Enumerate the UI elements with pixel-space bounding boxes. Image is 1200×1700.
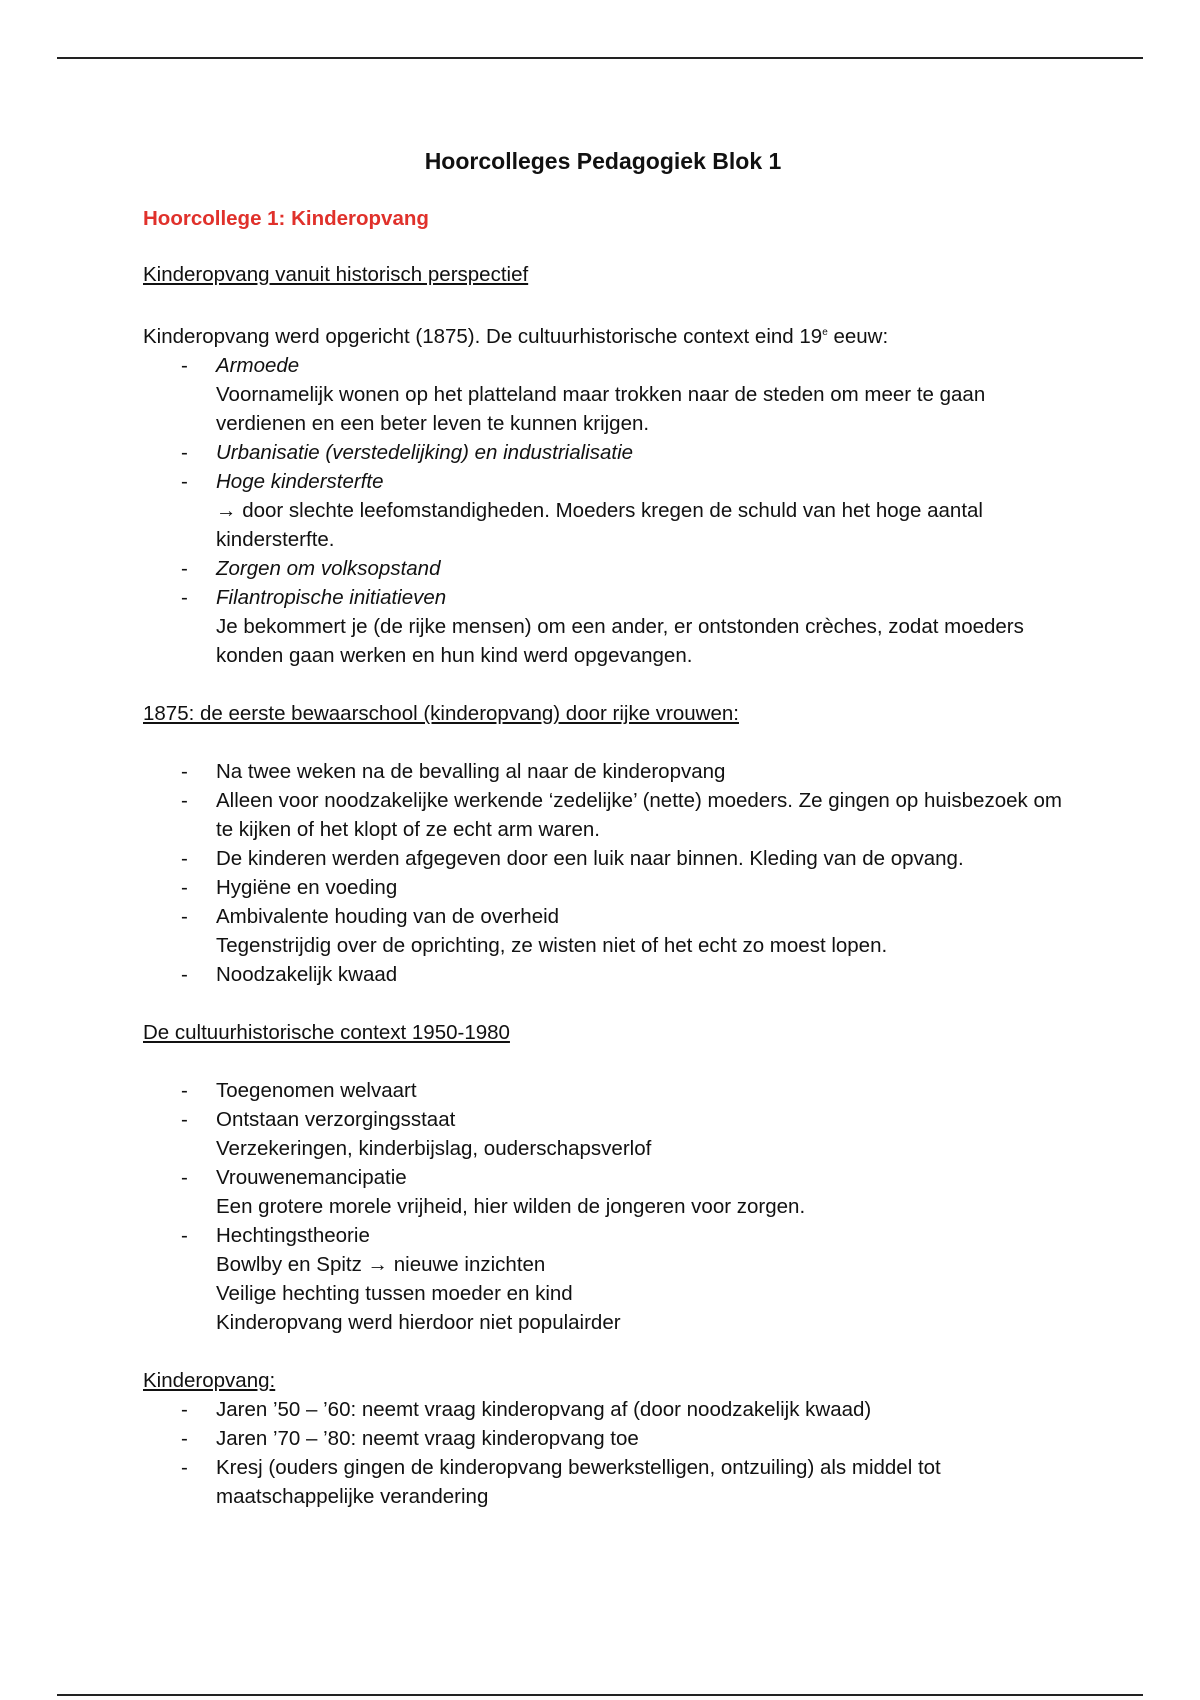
document-title: Hoorcolleges Pedagogiek Blok 1 — [424, 148, 782, 174]
list-item — [143, 1163, 1063, 1221]
spacer — [143, 1337, 1063, 1366]
list-item-title: - Jaren ’70 – ’80: neemt vraag kinderopvang toe — [216, 1426, 639, 1450]
list-item-title: - Ambivalente houding van de overheid — [216, 904, 560, 928]
list-item-title: - Alleen voor noodzakelijke werkende ‘zedelijke’ (nette) moeders. Ze gingen op huisbezoek om te kijken of het klopt of ze echt arm waren. — [216, 788, 1062, 841]
context-1950-list — [143, 1076, 1063, 1337]
list-item-detail: Voornamelijk wonen op het platteland maar trokken naar de steden om meer te gaan verdienen en een beter leven te kunnen krijgen. — [216, 382, 986, 435]
list-item-title: - Vrouwenemancipatie — [216, 1165, 407, 1189]
list-item-title: - Hechtingstheorie — [216, 1223, 370, 1247]
spacer — [143, 670, 1063, 699]
intro-paragraph — [143, 318, 1063, 351]
list-item-title: - Zorgen om volksopstand — [216, 556, 441, 580]
footer-rule — [57, 1694, 1143, 1696]
list-item-title: - Urbanisatie (verstedelijking) en industrialisatie — [216, 440, 634, 464]
list-item — [143, 1424, 1063, 1453]
section-heading-bewaarschool: 1875: de eerste bewaarschool (kinderopvang) door rijke vrouwen: — [143, 701, 739, 725]
list-item-detail: Verzekeringen, kinderbijslag, ouderschapsverlof — [216, 1136, 652, 1160]
context-list — [143, 351, 1063, 670]
list-item-detail: Je bekommert je (de rijke mensen) om een ander, er ontstonden crèches, zodat moeders konden gaan werken en hun kind werd opgevangen. — [216, 614, 1024, 667]
bewaarschool-list — [143, 757, 1063, 989]
intro-text: Kinderopvang werd opgericht (1875). De cultuurhistorische context eind 19 — [143, 324, 823, 348]
list-item — [143, 1453, 1063, 1511]
list-item-title: - Armoede — [216, 353, 300, 377]
list-item-detail: Veilige hechting tussen moeder en kind — [216, 1281, 573, 1305]
list-item-title: - Toegenomen welvaart — [216, 1078, 417, 1102]
list-item — [143, 438, 1063, 467]
list-item — [143, 757, 1063, 786]
lecture-title: Hoorcollege 1: Kinderopvang — [143, 207, 429, 230]
list-item — [143, 873, 1063, 902]
list-item — [143, 1395, 1063, 1424]
list-item-detail: Tegenstrijdig over de oprichting, ze wisten niet of het echt zo moest lopen. — [216, 933, 888, 957]
section-heading-context-1950-1980: De cultuurhistorische context 1950-1980 — [143, 1020, 510, 1044]
list-item-detail: Bowlby en Spitz → nieuwe inzichten — [216, 1252, 546, 1276]
list-item — [143, 844, 1063, 873]
list-item-title: - Jaren ’50 – ’60: neemt vraag kinderopvang af (door noodzakelijk kwaad) — [216, 1397, 872, 1421]
list-item-title: - Hygiëne en voeding — [216, 875, 398, 899]
list-item — [143, 1105, 1063, 1163]
list-item — [143, 902, 1063, 960]
list-item — [143, 1221, 1063, 1337]
intro-superscript: e — [822, 327, 828, 338]
section-heading-kinderopvang: Kinderopvang: — [143, 1368, 276, 1392]
list-item — [143, 1076, 1063, 1105]
kinderopvang-list — [143, 1395, 1063, 1511]
document-page — [143, 143, 1063, 1511]
list-item — [143, 583, 1063, 670]
list-item-title: - De kinderen werden afgegeven door een luik naar binnen. Kleding van de opvang. — [216, 846, 964, 870]
list-item-title: - Noodzakelijk kwaad — [216, 962, 398, 986]
list-item-title: - Ontstaan verzorgingsstaat — [216, 1107, 456, 1131]
list-item — [143, 351, 1063, 438]
list-item — [143, 554, 1063, 583]
list-item-detail: Een grotere morele vrijheid, hier wilden de jongeren voor zorgen. — [216, 1194, 806, 1218]
header-rule — [57, 57, 1143, 59]
list-item-title: - Filantropische initiatieven — [216, 585, 447, 609]
spacer — [143, 989, 1063, 1018]
intro-suffix: eeuw: — [827, 324, 889, 348]
section-heading-historical: Kinderopvang vanuit historisch perspectief — [143, 263, 529, 286]
list-item-title: - Hoge kindersterfte — [216, 469, 384, 493]
list-item-title: - Kresj (ouders gingen de kinderopvang bewerkstelligen, ontzuiling) als middel tot maatschappelijke verandering — [216, 1455, 941, 1508]
list-item — [143, 960, 1063, 989]
list-item — [143, 467, 1063, 554]
list-item-detail: → door slechte leefomstandigheden. Moeders kregen de schuld van het hoge aantal kindersterfte. — [216, 498, 983, 551]
list-item-detail: Kinderopvang werd hierdoor niet populairder — [216, 1310, 621, 1334]
list-item-title: - Na twee weken na de bevalling al naar de kinderopvang — [216, 759, 726, 783]
list-item — [143, 786, 1063, 844]
